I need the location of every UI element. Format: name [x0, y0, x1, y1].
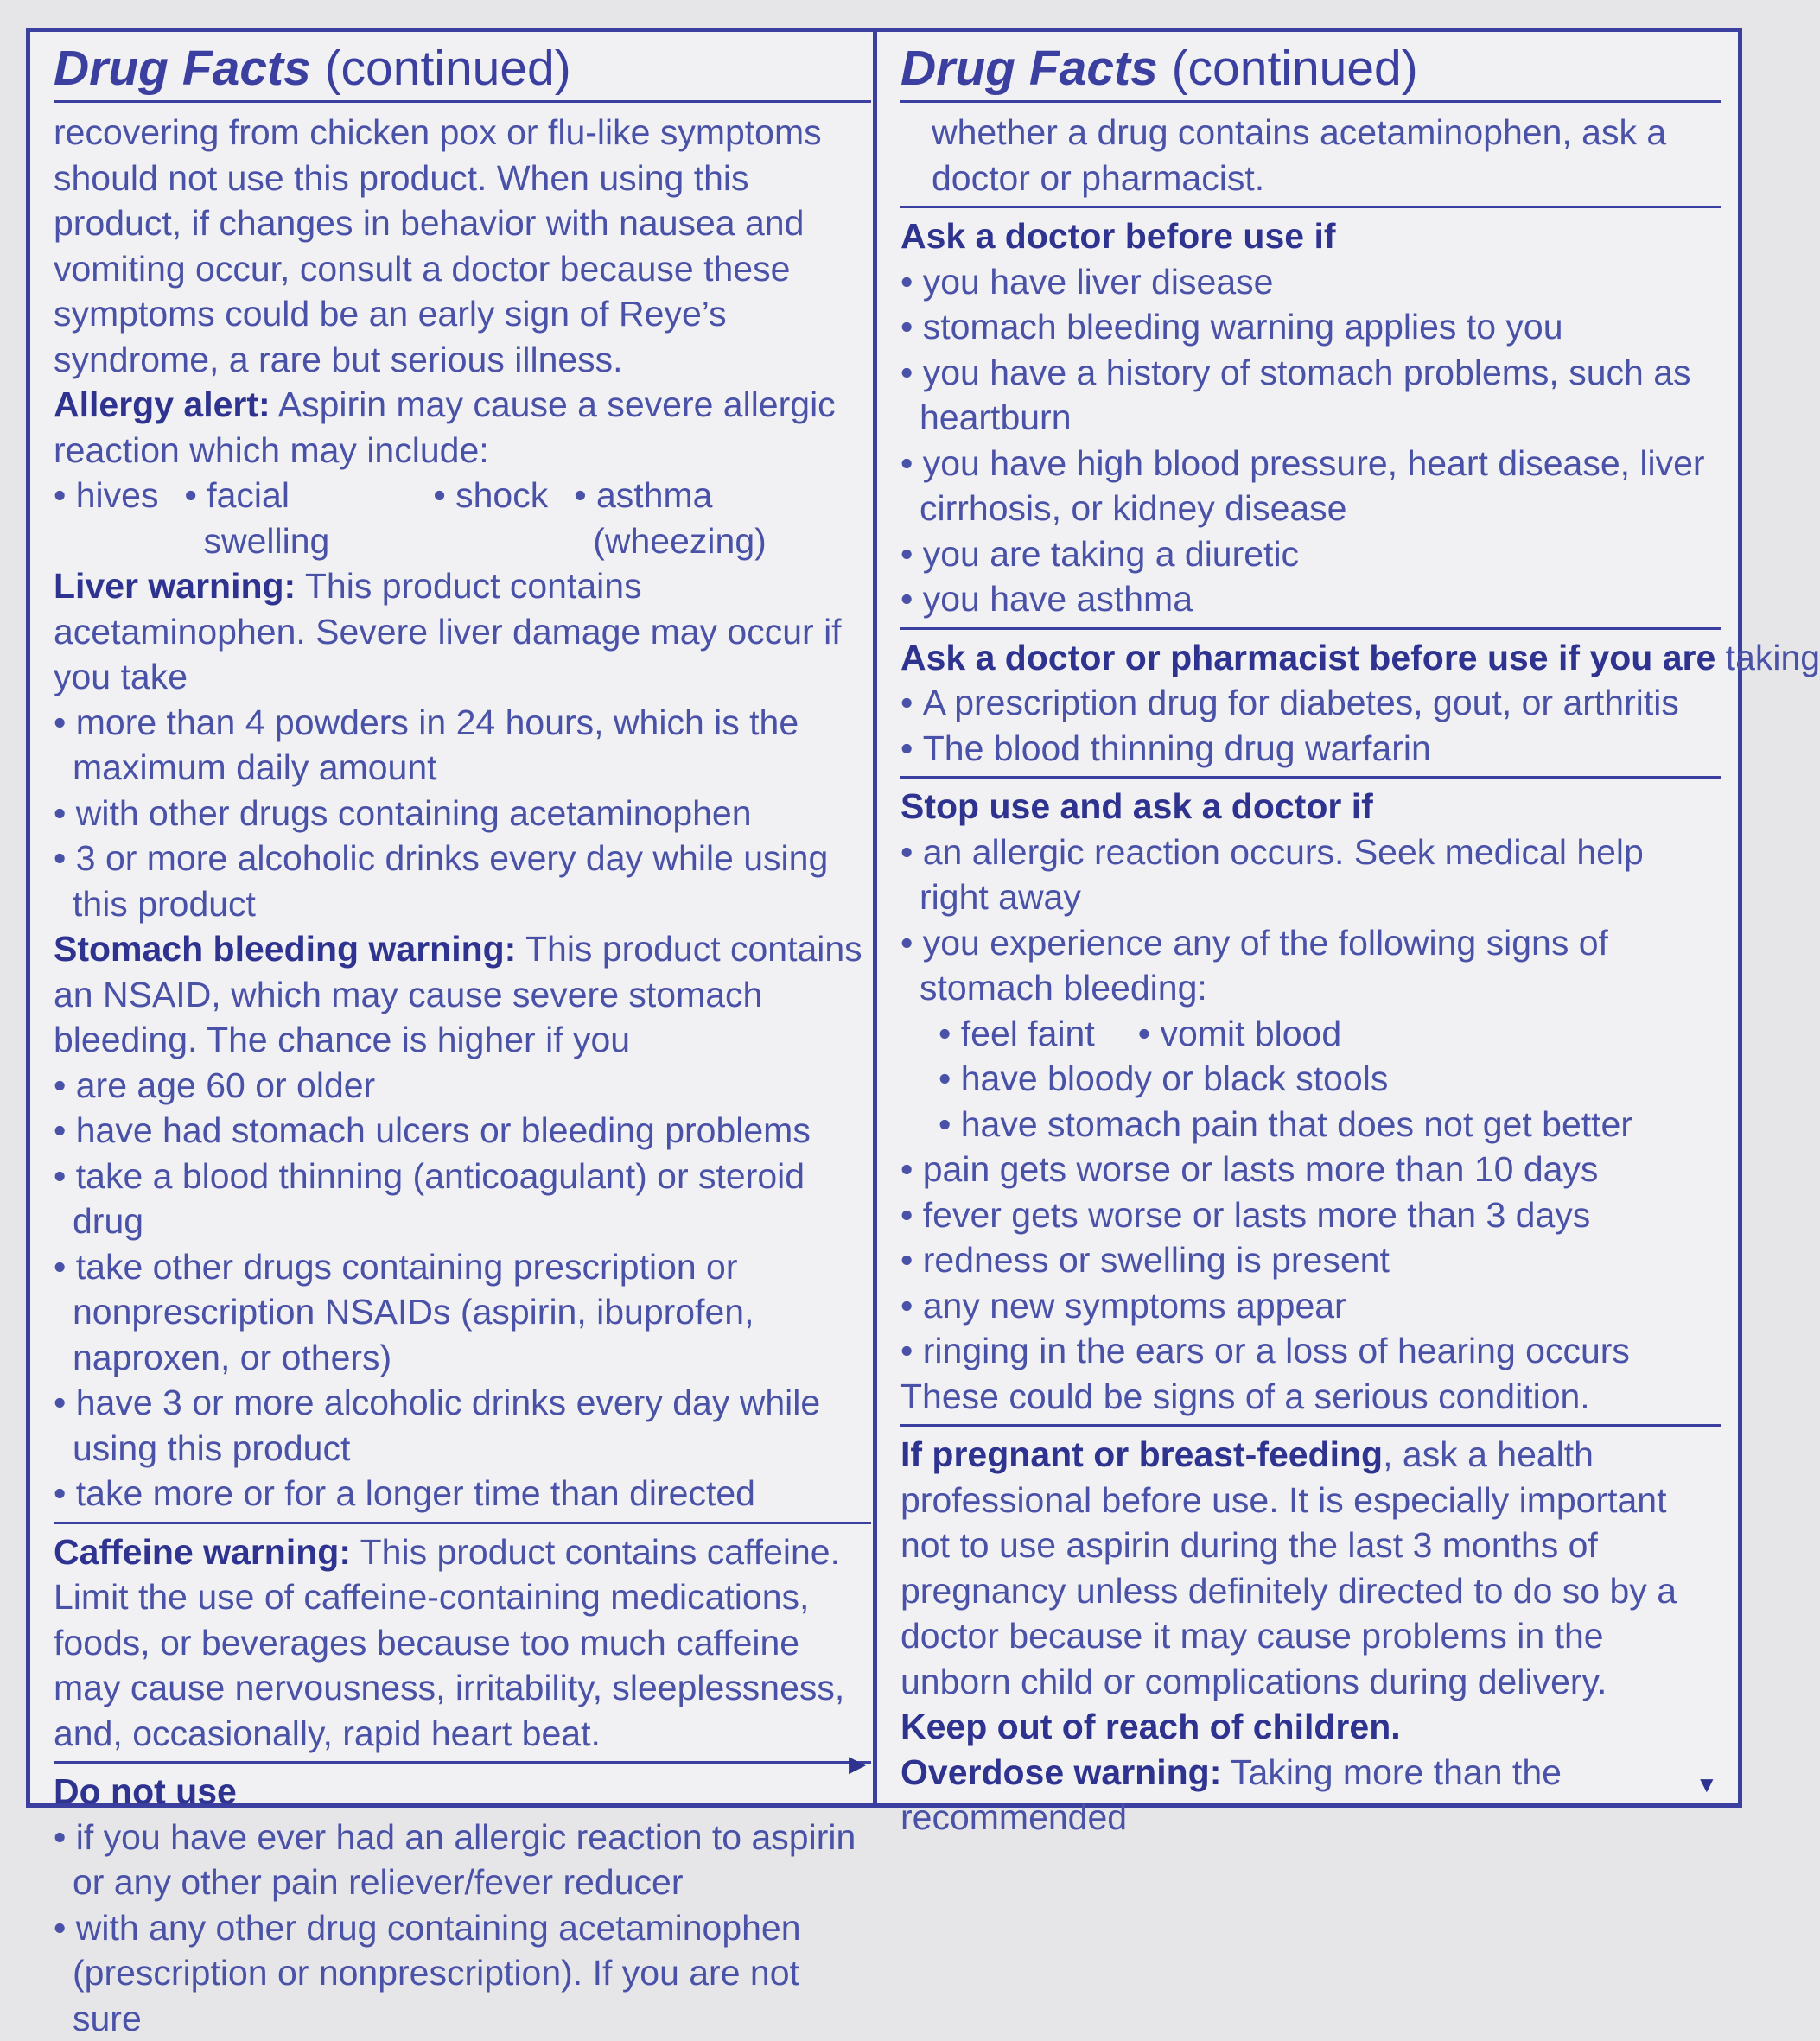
list-item: • pain gets worse or lasts more than 10 days	[900, 1147, 1721, 1192]
list-item: • take a blood thinning (anticoagulant) or steroid drug	[54, 1154, 871, 1244]
list-item: • take other drugs containing prescription or nonprescription NSAIDs (aspirin, ibuprofen, naproxen, or others)	[54, 1244, 871, 1381]
list-item: • if you have ever had an allergic reaction to aspirin or any other pain reliever/fever reducer	[54, 1815, 871, 1905]
list-item: • The blood thinning drug warfarin	[900, 726, 1721, 772]
stop-use-note: These could be signs of a serious condition.	[900, 1374, 1721, 1420]
stop-use-heading: Stop use and ask a doctor if	[900, 784, 1721, 830]
right-header: Drug Facts (continued)	[900, 28, 1721, 103]
list-item: • asthma (wheezing)	[574, 473, 871, 563]
list-item: • vomit blood	[1138, 1011, 1341, 1057]
list-item: • stomach bleeding warning applies to you	[900, 304, 1721, 350]
caffeine-warning: Caffeine warning: This product contains caffeine. Limit the use of caffeine-containing medications, foods, or beverages because too much caffeine may cause nervousness, irritability, sleeplessness, and, occasionally, rapid heart beat.	[54, 1529, 871, 1764]
list-item: • you have a history of stomach problems, such as heartburn	[900, 350, 1721, 441]
list-item: • have stomach pain that does not get better	[939, 1102, 1721, 1148]
list-item: • redness or swelling is present	[900, 1237, 1721, 1283]
list-item: • you have asthma	[900, 576, 1721, 622]
list-item: • have bloody or black stools	[939, 1056, 1721, 1102]
ask-doctor-heading: Ask a doctor before use if	[900, 213, 1721, 259]
continue-arrow-icon: ▶	[849, 1751, 866, 1777]
column-divider	[873, 28, 877, 1808]
right-column	[900, 28, 1721, 1841]
list-item: • hives	[54, 473, 158, 563]
list-item: • fever gets worse or lasts more than 3 days	[900, 1192, 1721, 1238]
list-item: • with any other drug containing acetaminophen (prescription or nonprescription). If you are not sure	[54, 1905, 871, 2041]
list-item: • you experience any of the following signs of stomach bleeding:	[900, 920, 1721, 1011]
right-intro: whether a drug contains acetaminophen, ask a doctor or pharmacist.	[900, 110, 1721, 208]
left-intro: recovering from chicken pox or flu-like symptoms should not use this product. When using this product, if changes in behavior with nausea and vomiting occur, consult a doctor because these symptoms could be an early sign of Reye’s syndrome, a rare but serious illness.	[54, 110, 871, 382]
stomach-warning: Stomach bleeding warning: This product contains an NSAID, which may cause severe stomach bleeding. The chance is higher if you	[54, 926, 871, 1063]
list-item: • facial swelling	[184, 473, 407, 563]
ask-pharmacist-heading: Ask a doctor or pharmacist before use if you are taking	[900, 635, 1721, 681]
list-item: • more than 4 powders in 24 hours, which is the maximum daily amount	[54, 700, 871, 791]
list-item: • A prescription drug for diabetes, gout, or arthritis	[900, 680, 1721, 726]
list-item: • are age 60 or older	[54, 1063, 871, 1109]
list-item: • with other drugs containing acetaminophen	[54, 791, 871, 836]
list-item: • ringing in the ears or a loss of hearing occurs	[900, 1328, 1721, 1374]
list-item: • take more or for a longer time than directed	[54, 1471, 871, 1516]
list-item: • an allergic reaction occurs. Seek medical help right away	[900, 830, 1721, 920]
list-item: • you have liver disease	[900, 259, 1721, 305]
continue-down-arrow-icon: ▼	[1696, 1771, 1718, 1798]
list-item: • have had stomach ulcers or bleeding problems	[54, 1108, 871, 1154]
list-item: • any new symptoms appear	[900, 1283, 1721, 1329]
liver-warning: Liver warning: This product contains acetaminophen. Severe liver damage may occur if you take	[54, 563, 871, 700]
overdose-warning: Overdose warning: Taking more than the recommended	[900, 1750, 1721, 1841]
list-item: • shock	[433, 473, 548, 563]
pregnancy-warning: If pregnant or breast-feeding, ask a health professional before use. It is especially important not to use aspirin during the last 3 months of pregnancy unless definitely directed to do so by a doctor because it may cause problems in the unborn child or complications during delivery.	[900, 1432, 1721, 1704]
list-item: • you have high blood pressure, heart disease, liver cirrhosis, or kidney disease	[900, 441, 1721, 531]
left-header: Drug Facts (continued)	[54, 28, 871, 103]
allergy-list	[54, 473, 871, 563]
list-item: • feel faint	[939, 1011, 1095, 1057]
left-column	[54, 28, 871, 2041]
do-not-use-heading: Do not use	[54, 1769, 871, 1815]
keep-out-of-reach: Keep out of reach of children.	[900, 1704, 1721, 1750]
sub-list-row	[900, 1011, 1721, 1057]
list-item: • 3 or more alcoholic drinks every day while using this product	[54, 836, 871, 926]
list-item: • you are taking a diuretic	[900, 531, 1721, 577]
allergy-alert: Allergy alert: Aspirin may cause a severe allergic reaction which may include:	[54, 382, 871, 473]
list-item: • have 3 or more alcoholic drinks every day while using this product	[54, 1380, 871, 1471]
